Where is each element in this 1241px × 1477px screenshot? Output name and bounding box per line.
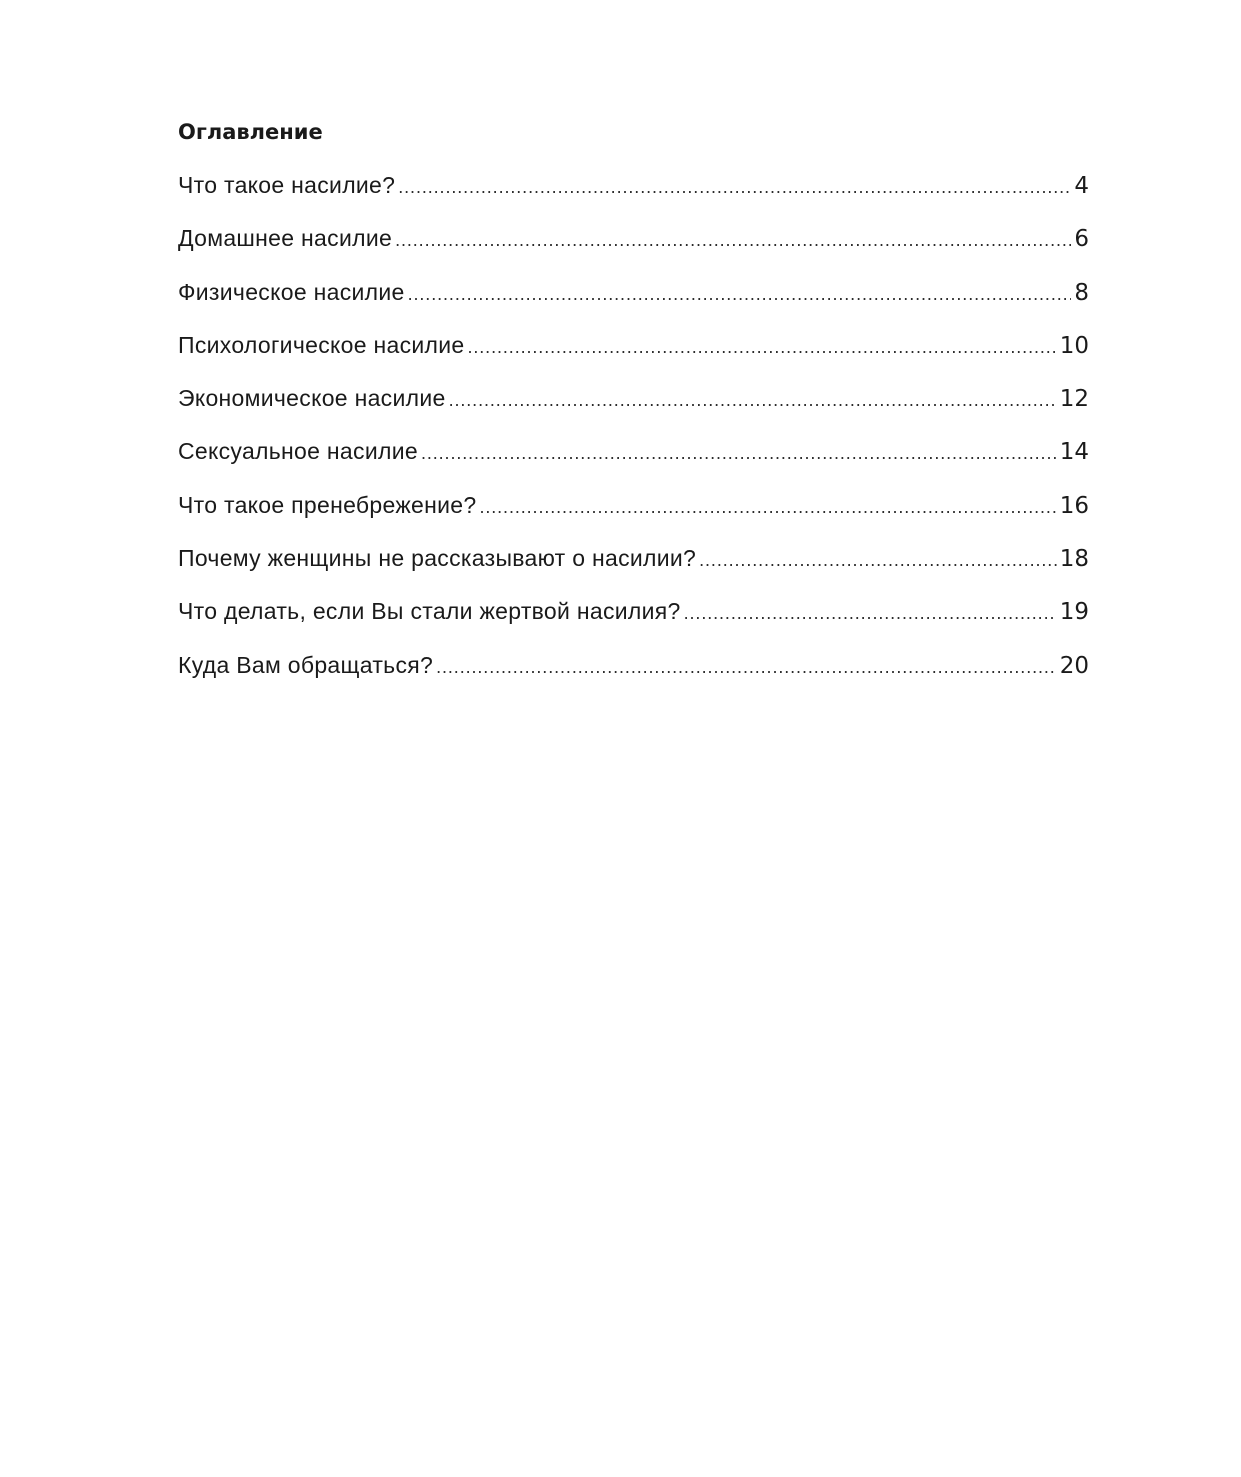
toc-entry[interactable] <box>178 595 1089 648</box>
toc-entry[interactable] <box>178 435 1089 488</box>
toc-entry[interactable] <box>178 329 1089 382</box>
toc-dot-leader <box>398 171 1071 203</box>
toc-entry[interactable] <box>178 649 1089 702</box>
toc-entry[interactable] <box>178 222 1089 275</box>
toc-entry-title: Физическое насилие <box>178 278 405 305</box>
toc-dot-leader <box>408 278 1072 310</box>
toc-entry-page: 19 <box>1059 599 1089 626</box>
toc-heading: Оглавление <box>178 120 323 144</box>
toc-entry-page: 20 <box>1059 652 1089 679</box>
toc-entry-title: Экономическое насилие <box>178 385 446 412</box>
toc-entry-page: 16 <box>1059 492 1089 519</box>
toc-entry[interactable] <box>178 489 1089 542</box>
toc-dot-leader <box>479 491 1056 523</box>
table-of-contents <box>178 116 1089 702</box>
toc-entry[interactable] <box>178 542 1089 595</box>
toc-dot-leader <box>449 384 1057 416</box>
toc-entry-title: Что такое пренебрежение? <box>178 491 477 518</box>
toc-entry-page: 12 <box>1059 386 1089 413</box>
toc-entry-title: Куда Вам обращаться? <box>178 651 434 678</box>
toc-entry-page: 18 <box>1059 546 1089 573</box>
toc-entry[interactable] <box>178 169 1089 222</box>
toc-dot-leader <box>699 544 1057 576</box>
toc-entry-title: Домашнее насилие <box>178 225 393 252</box>
toc-dot-leader <box>421 437 1057 469</box>
toc-dot-leader <box>395 224 1071 256</box>
toc-entry-page: 6 <box>1074 226 1089 253</box>
toc-entry-title: Почему женщины не рассказывают о насилии? <box>178 545 697 572</box>
toc-entry-page: 14 <box>1059 439 1089 466</box>
toc-entry-title: Что такое насилие? <box>178 172 396 198</box>
toc-entry-page: 8 <box>1074 279 1089 306</box>
toc-entry-title: Что делать, если Вы стали жертвой насилия? <box>178 598 681 625</box>
toc-entry[interactable] <box>178 276 1089 329</box>
toc-entry-page: 10 <box>1059 332 1089 359</box>
toc-dot-leader <box>436 651 1057 683</box>
toc-entry-title: Психологическое насилие <box>178 331 465 358</box>
toc-dot-leader <box>684 597 1057 629</box>
toc-dot-leader <box>467 331 1056 363</box>
toc-entry[interactable] <box>178 382 1089 435</box>
toc-entry-title: Сексуальное насилие <box>178 438 418 465</box>
toc-entry-page: 4 <box>1074 173 1089 199</box>
